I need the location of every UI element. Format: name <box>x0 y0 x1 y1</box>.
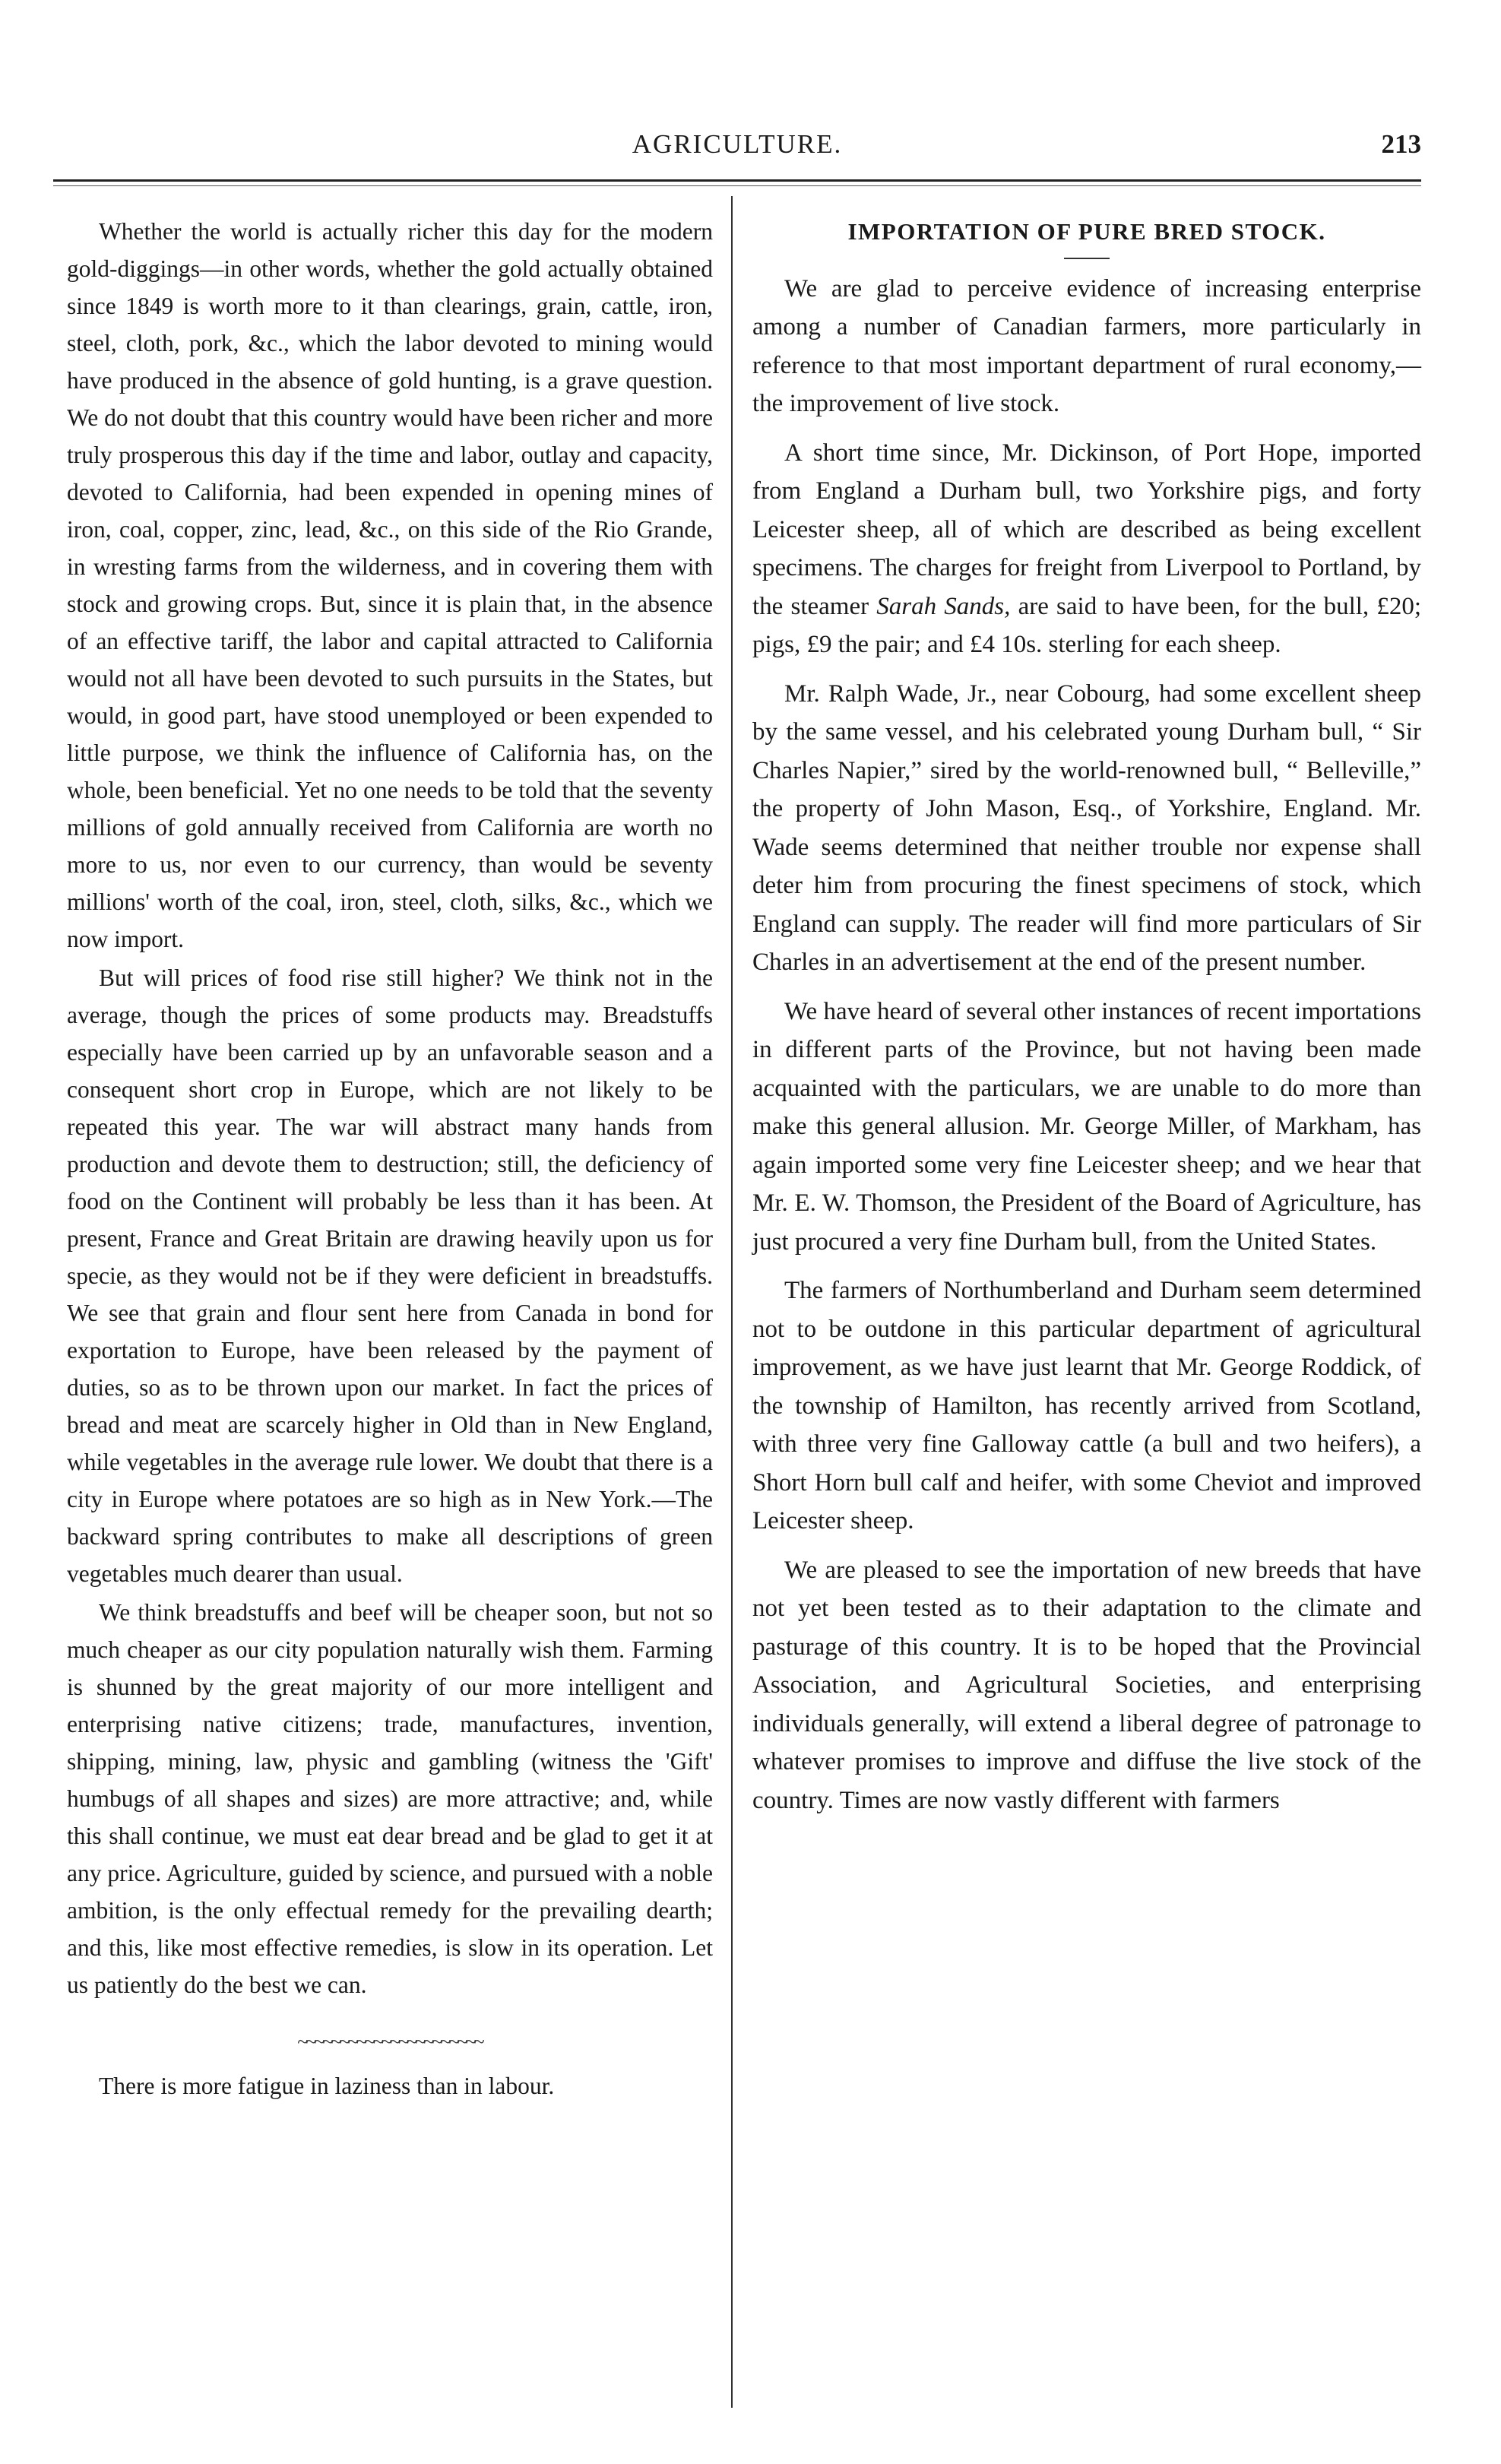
left-paragraph-3: We think breadstuffs and beef will be cheaper soon, but not so much cheaper as our city population naturally wish them. Farming is shunned by the great majority of our more intelligent and enterprising native citizens; trade, manufactures, invention, shipping, mining, law, physic and gambling (witness the 'Gift' humbugs of all shapes and sizes) are more attractive; and, while this shall continue, we must eat dear bread and be glad to get it at any price. Agriculture, guided by science, and pursued with a noble ambition, is the only effectual remedy for the prevailing dearth; and this, like most effective remedies, is slow in its operation. Let us patiently do the best we can. <box>67 1599 713 1998</box>
right-paragraph-3: Mr. Ralph Wade, Jr., near Cobourg, had some excellent sheep by the same vessel, and his celebrated young Durham bull, “ Sir Charles Napier,” sired by the world-renowned bull, “ Belleville,” the property of John Mason, Esq., of Yorkshire, England. Mr. Wade seems determined that neither trouble nor expense shall deter him from procuring the finest specimens of stock, which England can supply. The reader will find more particulars of Sir Charles in an advertisement at the end of the present number. <box>752 679 1421 976</box>
running-head <box>53 129 1421 167</box>
right-paragraph-5: The farmers of Northumberland and Durham seem determined not to be outdone in this particular department of agricultural improvement, as we have just learnt that Mr. George Roddick, of the township of Hamilton, has recently arrived from Scotland, with three very fine Galloway cattle (a bull and two heifers), a Short Horn bull calf and heifer, with some Cheviot and improved Leicester sheep. <box>752 1277 1421 1534</box>
right-paragraph-1: We are glad to perceive evidence of increasing enterprise among a number of Canadian farmers, more particularly in reference to that most important department of rural economy,—the improvement of live stock. <box>752 274 1421 417</box>
paragraph-2-text-after: are said to have been, for the bull, £20; pigs, £9 the pair; and £4 10s. sterling for each sheep. <box>752 592 1421 658</box>
section-separator: ~~~~~~~~~~~~~~~~~~~~~~ <box>297 2031 483 2053</box>
paragraph-2-text-before: A short time since, Mr. Dickinson, of Port Hope, imported from England a Durham bull, two Yorkshire pigs, and forty Leicester sheep, all of which are described as being excellent specimens. The charges for freight from Liverpool to Portland, by the steamer <box>752 439 1421 620</box>
ship-name: Sarah Sands, <box>876 592 1011 620</box>
right-column <box>752 213 1421 1819</box>
right-paragraph-2 <box>752 434 1421 664</box>
running-head-title: AGRICULTURE. <box>632 129 843 159</box>
article-title: IMPORTATION OF PURE BRED STOCK. <box>847 218 1326 245</box>
header-rule <box>53 179 1421 182</box>
left-column <box>67 213 713 2105</box>
page-number: 213 <box>1381 129 1421 159</box>
right-paragraph-6: We are pleased to see the importation of new breeds that have not yet been tested as to their adaptation to the climate and pasturage of this country. It is to be hoped that the Provincial Association, and Agricultural Societies, and enterprising individuals generally, will extend a liberal degree of patronage to whatever promises to improve and diffuse the live stock of the country. Times are now vastly different with farmers <box>752 1556 1421 1814</box>
column-divider <box>731 196 733 2408</box>
right-paragraph-4: We have heard of several other instances of recent importations in different parts of the Province, but not having been made acquainted with the particulars, we are unable to do more than make this general allusion. Mr. George Miller, of Markham, has again imported some very fine Leicester sheep; and we hear that Mr. E. W. Thomson, the President of the Board of Agriculture, has just procured a very fine Durham bull, from the United States. <box>752 997 1421 1256</box>
closing-maxim: There is more fatigue in laziness than in labour. <box>99 2073 555 2099</box>
left-paragraph-2: But will prices of food rise still higher? We think not in the average, though the prices of some products may. Breadstuffs especially have been carried up by an unfavorable season and a consequent short crop in Europe, which are not likely to be repeated this year. The war will abstract many hands from production and devote them to destruction; still, the deficiency of food on the Continent will probably be less than it has been. At present, France and Great Britain are drawing heavily upon us for specie, as they would not be if they were deficient in breadstuffs. We see that grain and flour sent here from Canada in bond for exportation to Europe, have been released by the payment of duties, so as to be thrown upon our market. In fact the prices of bread and meat are scarcely higher in Old than in New England, while vegetables in the average rule lower. We doubt that there is a city in Europe where potatoes are so high as in New York.—The backward spring contributes to make all descriptions of green vegetables much dearer than usual. <box>67 964 713 1587</box>
title-rule <box>1064 258 1110 259</box>
left-paragraph-1: Whether the world is actually richer this day for the modern gold-diggings—in other words, whether the gold actually obtained since 1849 is worth more to it than clearings, grain, cattle, iron, steel, cloth, pork, &c., which the labor devoted to mining would have produced in the absence of gold hunting, is a grave question. We do not doubt that this country would have been richer and more truly prosperous this day if the time and labor, outlay and capacity, devoted to California, had been expended in opening mines of iron, coal, copper, zinc, lead, &c., on this side of the Rio Grande, in wresting farms from the wilderness, and in covering them with stock and growing crops. But, since it is plain that, in the absence of an effective tariff, the labor and capital attracted to California would not all have been devoted to such pursuits in the States, but would, in good part, have stood unemployed or been expended to little purpose, we think the influence of California has, on the whole, been beneficial. Yet no one needs to be told that the seventy millions of gold annually received from California are worth no more to us, nor even to our currency, than would be seventy millions' worth of the coal, iron, steel, cloth, silks, &c., which we now import. <box>67 218 713 952</box>
header-rule-thin <box>53 185 1421 186</box>
